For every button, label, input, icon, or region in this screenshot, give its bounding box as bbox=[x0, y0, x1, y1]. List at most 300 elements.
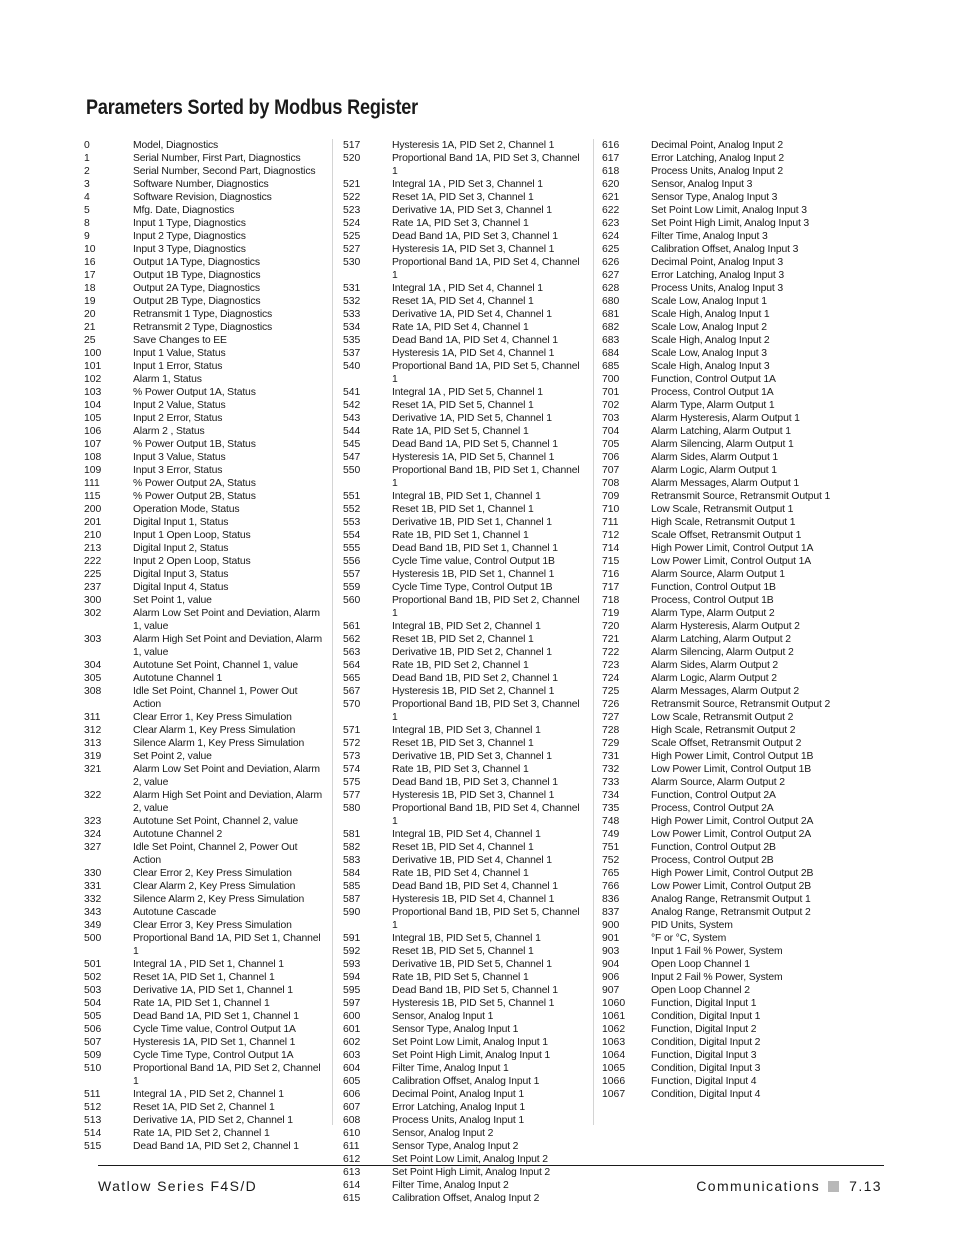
register-description: Dead Band 1B, PID Set 1, Channel 1 bbox=[392, 543, 558, 554]
register-number: 618 bbox=[602, 166, 620, 177]
register-row bbox=[343, 347, 583, 360]
register-row bbox=[602, 464, 842, 477]
register-description: Mfg. Date, Diagnostics bbox=[133, 205, 235, 216]
register-row bbox=[602, 360, 842, 373]
register-row bbox=[84, 542, 324, 555]
register-row bbox=[343, 1049, 583, 1062]
register-description: Proportional Band 1A, PID Set 2, Channel 1 bbox=[133, 1063, 321, 1087]
register-row bbox=[84, 256, 324, 269]
register-row bbox=[84, 1127, 324, 1140]
register-row bbox=[602, 139, 842, 152]
register-number: 111 bbox=[84, 478, 100, 489]
register-row bbox=[343, 1192, 583, 1205]
register-row bbox=[84, 607, 324, 633]
register-row bbox=[602, 802, 842, 815]
register-description: Silence Alarm 2, Key Press Simulation bbox=[133, 894, 305, 905]
register-description: Alarm 1, Status bbox=[133, 374, 202, 385]
register-number: 574 bbox=[343, 764, 361, 775]
register-number: 573 bbox=[343, 751, 361, 762]
register-number: 557 bbox=[343, 569, 361, 580]
register-description: Filter Time, Analog Input 3 bbox=[651, 231, 768, 242]
register-number: 711 bbox=[602, 517, 619, 528]
register-description: Error Latching, Analog Input 3 bbox=[651, 270, 784, 281]
register-number: 4 bbox=[84, 192, 90, 203]
register-description: Process Units, Analog Input 2 bbox=[651, 166, 783, 177]
register-row bbox=[343, 932, 583, 945]
register-number: 534 bbox=[343, 322, 361, 333]
register-number: 503 bbox=[84, 985, 102, 996]
register-description: Alarm Low Set Point and Deviation, Alarm 1, value bbox=[133, 608, 320, 632]
register-row bbox=[84, 906, 324, 919]
register-row bbox=[602, 958, 842, 971]
register-number: 0 bbox=[84, 140, 90, 151]
register-number: 765 bbox=[602, 868, 620, 879]
register-description: Rate 1A, PID Set 5, Channel 1 bbox=[392, 426, 529, 437]
register-description: Digital Input 1, Status bbox=[133, 517, 229, 528]
register-row bbox=[84, 529, 324, 542]
register-description: Reset 1A, PID Set 4, Channel 1 bbox=[392, 296, 534, 307]
register-row bbox=[343, 490, 583, 503]
register-number: 603 bbox=[343, 1050, 361, 1061]
footer-page-number: 7.13 bbox=[849, 1178, 882, 1194]
register-description: Derivative 1A, PID Set 2, Channel 1 bbox=[133, 1115, 293, 1126]
register-number: 900 bbox=[602, 920, 620, 931]
register-number: 553 bbox=[343, 517, 361, 528]
register-description: Sensor, Analog Input 3 bbox=[651, 179, 753, 190]
register-number: 715 bbox=[602, 556, 620, 567]
register-number: 594 bbox=[343, 972, 361, 983]
register-row bbox=[602, 425, 842, 438]
register-number: 617 bbox=[602, 153, 620, 164]
register-number: 312 bbox=[84, 725, 102, 736]
register-number: 524 bbox=[343, 218, 361, 229]
register-description: Input 1 Fail % Power, System bbox=[651, 946, 783, 957]
register-description: PID Units, System bbox=[651, 920, 733, 931]
register-row bbox=[343, 997, 583, 1010]
register-number: 901 bbox=[602, 933, 620, 944]
register-number: 1067 bbox=[602, 1089, 626, 1100]
register-description: Derivative 1B, PID Set 1, Channel 1 bbox=[392, 517, 552, 528]
register-row bbox=[84, 763, 324, 789]
register-row bbox=[602, 1062, 842, 1075]
register-number: 734 bbox=[602, 790, 620, 801]
register-description: High Scale, Retransmit Output 2 bbox=[651, 725, 796, 736]
register-description: Output 1A Type, Diagnostics bbox=[133, 257, 260, 268]
register-row bbox=[602, 945, 842, 958]
register-number: 104 bbox=[84, 400, 102, 411]
register-number: 718 bbox=[602, 595, 620, 606]
register-number: 100 bbox=[84, 348, 102, 359]
register-number: 512 bbox=[84, 1102, 102, 1113]
register-row bbox=[602, 828, 842, 841]
register-description: Proportional Band 1B, PID Set 1, Channel 1 bbox=[392, 465, 580, 489]
register-number: 583 bbox=[343, 855, 361, 866]
register-description: Reset 1A, PID Set 3, Channel 1 bbox=[392, 192, 534, 203]
register-row bbox=[343, 763, 583, 776]
register-number: 682 bbox=[602, 322, 620, 333]
register-number: 1064 bbox=[602, 1050, 626, 1061]
register-number: 710 bbox=[602, 504, 620, 515]
register-number: 616 bbox=[602, 140, 620, 151]
register-row bbox=[602, 477, 842, 490]
register-row bbox=[602, 997, 842, 1010]
register-row bbox=[84, 386, 324, 399]
register-row bbox=[602, 854, 842, 867]
register-description: Hysteresis 1A, PID Set 5, Channel 1 bbox=[392, 452, 555, 463]
register-description: Set Point High Limit, Analog Input 2 bbox=[392, 1167, 551, 1178]
register-row bbox=[602, 633, 842, 646]
register-row bbox=[84, 334, 324, 347]
register-row bbox=[602, 451, 842, 464]
register-row bbox=[343, 191, 583, 204]
register-description: Input 1 Error, Status bbox=[133, 361, 223, 372]
register-description: Function, Control Output 1B bbox=[651, 582, 776, 593]
register-row bbox=[84, 672, 324, 685]
register-row bbox=[343, 1179, 583, 1192]
register-number: 626 bbox=[602, 257, 620, 268]
register-number: 349 bbox=[84, 920, 102, 931]
register-number: 560 bbox=[343, 595, 361, 606]
square-icon bbox=[828, 1181, 839, 1192]
register-row bbox=[343, 139, 583, 152]
register-row bbox=[602, 867, 842, 880]
register-description: Rate 1B, PID Set 5, Channel 1 bbox=[392, 972, 529, 983]
register-number: 103 bbox=[84, 387, 102, 398]
register-description: Dead Band 1B, PID Set 2, Channel 1 bbox=[392, 673, 558, 684]
register-description: Reset 1B, PID Set 3, Channel 1 bbox=[392, 738, 534, 749]
register-row bbox=[84, 217, 324, 230]
register-row bbox=[602, 1036, 842, 1049]
register-description: Integral 1B, PID Set 1, Channel 1 bbox=[392, 491, 541, 502]
register-row bbox=[343, 503, 583, 516]
register-description: Dead Band 1B, PID Set 3, Channel 1 bbox=[392, 777, 558, 788]
register-row bbox=[602, 880, 842, 893]
register-row bbox=[602, 516, 842, 529]
register-description: Proportional Band 1A, PID Set 1, Channel 1 bbox=[133, 933, 321, 957]
register-number: 704 bbox=[602, 426, 620, 437]
register-number: 766 bbox=[602, 881, 620, 892]
register-row bbox=[602, 269, 842, 282]
register-description: High Power Limit, Control Output 1B bbox=[651, 751, 814, 762]
register-row bbox=[602, 386, 842, 399]
register-description: Derivative 1B, PID Set 4, Channel 1 bbox=[392, 855, 552, 866]
register-row bbox=[84, 438, 324, 451]
register-row bbox=[343, 204, 583, 217]
register-description: Operation Mode, Status bbox=[133, 504, 240, 515]
register-number: 531 bbox=[343, 283, 361, 294]
register-number: 102 bbox=[84, 374, 102, 385]
register-description: Alarm Type, Alarm Output 2 bbox=[651, 608, 775, 619]
register-row bbox=[602, 893, 842, 906]
register-description: Digital Input 2, Status bbox=[133, 543, 229, 554]
register-number: 324 bbox=[84, 829, 102, 840]
register-description: Derivative 1A, PID Set 5, Channel 1 bbox=[392, 413, 552, 424]
register-description: Scale Offset, Retransmit Output 2 bbox=[651, 738, 802, 749]
register-number: 708 bbox=[602, 478, 620, 489]
register-number: 567 bbox=[343, 686, 361, 697]
register-description: Reset 1B, PID Set 5, Channel 1 bbox=[392, 946, 534, 957]
register-number: 906 bbox=[602, 972, 620, 983]
register-number: 319 bbox=[84, 751, 102, 762]
register-description: Input 1 Type, Diagnostics bbox=[133, 218, 246, 229]
register-number: 1065 bbox=[602, 1063, 626, 1074]
register-description: Autotune Channel 2 bbox=[133, 829, 223, 840]
register-number: 554 bbox=[343, 530, 361, 541]
register-description: Clear Alarm 1, Key Press Simulation bbox=[133, 725, 296, 736]
register-row bbox=[602, 295, 842, 308]
register-number: 731 bbox=[602, 751, 620, 762]
register-description: Rate 1B, PID Set 1, Channel 1 bbox=[392, 530, 529, 541]
register-number: 543 bbox=[343, 413, 361, 424]
register-description: Dead Band 1A, PID Set 5, Channel 1 bbox=[392, 439, 558, 450]
register-row bbox=[343, 750, 583, 763]
register-number: 597 bbox=[343, 998, 361, 1009]
register-description: Alarm Hysteresis, Alarm Output 1 bbox=[651, 413, 800, 424]
register-description: Rate 1A, PID Set 2, Channel 1 bbox=[133, 1128, 270, 1139]
register-description: Low Power Limit, Control Output 2B bbox=[651, 881, 812, 892]
register-row bbox=[343, 1127, 583, 1140]
register-row bbox=[84, 503, 324, 516]
register-description: Reset 1A, PID Set 5, Channel 1 bbox=[392, 400, 534, 411]
register-number: 620 bbox=[602, 179, 620, 190]
register-number: 584 bbox=[343, 868, 361, 879]
register-number: 723 bbox=[602, 660, 620, 671]
register-number: 722 bbox=[602, 647, 620, 658]
register-description: Proportional Band 1A, PID Set 4, Channel 1 bbox=[392, 257, 580, 281]
register-number: 225 bbox=[84, 569, 102, 580]
register-description: Hysteresis 1B, PID Set 4, Channel 1 bbox=[392, 894, 555, 905]
register-number: 551 bbox=[343, 491, 361, 502]
register-description: Output 2B Type, Diagnostics bbox=[133, 296, 261, 307]
register-number: 903 bbox=[602, 946, 620, 957]
column-divider bbox=[332, 139, 333, 1125]
register-number: 517 bbox=[343, 140, 361, 151]
register-description: Decimal Point, Analog Input 3 bbox=[651, 257, 783, 268]
register-description: Digital Input 4, Status bbox=[133, 582, 229, 593]
register-row bbox=[84, 659, 324, 672]
register-number: 108 bbox=[84, 452, 102, 463]
register-description: Idle Set Point, Channel 2, Power Out Action bbox=[133, 842, 298, 866]
register-row bbox=[343, 659, 583, 672]
register-row bbox=[602, 815, 842, 828]
register-description: Reset 1A, PID Set 2, Channel 1 bbox=[133, 1102, 275, 1113]
register-number: 2 bbox=[84, 166, 90, 177]
register-number: 606 bbox=[343, 1089, 361, 1100]
register-number: 608 bbox=[343, 1115, 361, 1126]
register-number: 610 bbox=[343, 1128, 361, 1139]
register-description: Hysteresis 1A, PID Set 2, Channel 1 bbox=[392, 140, 555, 151]
register-number: 593 bbox=[343, 959, 361, 970]
register-number: 592 bbox=[343, 946, 361, 957]
register-number: 600 bbox=[343, 1011, 361, 1022]
register-description: Function, Digital Input 4 bbox=[651, 1076, 757, 1087]
register-row bbox=[343, 399, 583, 412]
register-description: Cycle Time value, Control Output 1B bbox=[392, 556, 555, 567]
register-row bbox=[602, 243, 842, 256]
register-number: 735 bbox=[602, 803, 620, 814]
register-number: 303 bbox=[84, 634, 102, 645]
register-number: 591 bbox=[343, 933, 361, 944]
register-row bbox=[602, 438, 842, 451]
register-row bbox=[343, 776, 583, 789]
register-description: Low Scale, Retransmit Output 2 bbox=[651, 712, 794, 723]
register-description: Cycle Time value, Control Output 1A bbox=[133, 1024, 296, 1035]
register-row bbox=[602, 178, 842, 191]
register-column-1 bbox=[84, 139, 324, 1152]
register-description: Alarm Source, Alarm Output 2 bbox=[651, 777, 785, 788]
register-number: 101 bbox=[84, 361, 102, 372]
register-row bbox=[84, 282, 324, 295]
register-number: 717 bbox=[602, 582, 620, 593]
register-row bbox=[84, 347, 324, 360]
register-number: 709 bbox=[602, 491, 620, 502]
register-row bbox=[343, 1140, 583, 1153]
register-description: Output 1B Type, Diagnostics bbox=[133, 270, 261, 281]
register-description: Proportional Band 1A, PID Set 3, Channel 1 bbox=[392, 153, 580, 177]
page-title: Parameters Sorted by Modbus Register bbox=[86, 96, 419, 119]
register-row bbox=[343, 425, 583, 438]
register-row bbox=[602, 282, 842, 295]
register-row bbox=[602, 659, 842, 672]
register-row bbox=[343, 984, 583, 997]
register-number: 732 bbox=[602, 764, 620, 775]
register-row bbox=[602, 776, 842, 789]
register-row bbox=[343, 1075, 583, 1088]
register-description: Process, Control Output 1B bbox=[651, 595, 774, 606]
register-row bbox=[84, 230, 324, 243]
register-row bbox=[343, 802, 583, 828]
register-row bbox=[343, 230, 583, 243]
register-description: Dead Band 1B, PID Set 4, Channel 1 bbox=[392, 881, 558, 892]
register-description: Input 2 Fail % Power, System bbox=[651, 972, 783, 983]
register-number: 533 bbox=[343, 309, 361, 320]
register-row bbox=[343, 1062, 583, 1075]
register-description: Dead Band 1A, PID Set 3, Channel 1 bbox=[392, 231, 558, 242]
register-row bbox=[84, 321, 324, 334]
register-number: 615 bbox=[343, 1193, 361, 1204]
register-number: 8 bbox=[84, 218, 90, 229]
register-description: Hysteresis 1A, PID Set 4, Channel 1 bbox=[392, 348, 555, 359]
register-description: Model, Diagnostics bbox=[133, 140, 219, 151]
register-row bbox=[84, 828, 324, 841]
register-row bbox=[343, 529, 583, 542]
register-row bbox=[84, 1023, 324, 1036]
register-number: 907 bbox=[602, 985, 620, 996]
register-row bbox=[602, 906, 842, 919]
register-description: Alarm Latching, Alarm Output 2 bbox=[651, 634, 791, 645]
register-description: Clear Alarm 2, Key Press Simulation bbox=[133, 881, 296, 892]
register-number: 752 bbox=[602, 855, 620, 866]
register-description: Alarm Latching, Alarm Output 1 bbox=[651, 426, 791, 437]
register-row bbox=[343, 841, 583, 854]
register-number: 727 bbox=[602, 712, 620, 723]
register-row bbox=[343, 1088, 583, 1101]
register-row bbox=[602, 230, 842, 243]
register-number: 628 bbox=[602, 283, 620, 294]
register-row bbox=[343, 516, 583, 529]
register-description: Derivative 1A, PID Set 1, Channel 1 bbox=[133, 985, 293, 996]
register-description: Set Point 2, value bbox=[133, 751, 212, 762]
register-description: Dead Band 1B, PID Set 5, Channel 1 bbox=[392, 985, 558, 996]
register-description: % Power Output 2A, Status bbox=[133, 478, 256, 489]
register-description: Rate 1B, PID Set 3, Channel 1 bbox=[392, 764, 529, 775]
register-row bbox=[84, 841, 324, 867]
register-number: 330 bbox=[84, 868, 102, 879]
register-description: High Power Limit, Control Output 2B bbox=[651, 868, 814, 879]
register-row bbox=[602, 932, 842, 945]
register-description: Analog Range, Retransmit Output 2 bbox=[651, 907, 811, 918]
register-row bbox=[84, 243, 324, 256]
register-number: 10 bbox=[84, 244, 96, 255]
register-description: Set Point High Limit, Analog Input 1 bbox=[392, 1050, 551, 1061]
register-description: Input 3 Type, Diagnostics bbox=[133, 244, 246, 255]
register-description: Open Loop Channel 1 bbox=[651, 959, 750, 970]
register-number: 627 bbox=[602, 270, 620, 281]
register-description: Alarm Logic, Alarm Output 1 bbox=[651, 465, 777, 476]
register-description: Process, Control Output 1A bbox=[651, 387, 774, 398]
register-column-3 bbox=[602, 139, 842, 1125]
register-number: 1066 bbox=[602, 1076, 626, 1087]
register-number: 556 bbox=[343, 556, 361, 567]
footer-section-name: Communications bbox=[696, 1178, 821, 1194]
register-description: Autotune Set Point, Channel 1, value bbox=[133, 660, 299, 671]
register-description: Proportional Band 1A, PID Set 5, Channel 1 bbox=[392, 361, 580, 385]
register-row bbox=[84, 919, 324, 932]
register-row bbox=[84, 1010, 324, 1023]
register-description: Process Units, Analog Input 1 bbox=[392, 1115, 524, 1126]
register-number: 525 bbox=[343, 231, 361, 242]
register-number: 570 bbox=[343, 699, 361, 710]
register-description: Decimal Point, Analog Input 2 bbox=[651, 140, 783, 151]
register-number: 729 bbox=[602, 738, 620, 749]
register-number: 506 bbox=[84, 1024, 102, 1035]
register-number: 836 bbox=[602, 894, 620, 905]
register-number: 25 bbox=[84, 335, 96, 346]
register-number: 16 bbox=[84, 257, 96, 268]
register-number: 305 bbox=[84, 673, 102, 684]
register-row bbox=[602, 1023, 842, 1036]
register-number: 611 bbox=[343, 1141, 360, 1152]
register-row bbox=[602, 711, 842, 724]
register-description: % Power Output 1B, Status bbox=[133, 439, 256, 450]
register-description: Derivative 1B, PID Set 5, Channel 1 bbox=[392, 959, 552, 970]
register-description: Alarm Sides, Alarm Output 2 bbox=[651, 660, 779, 671]
register-row bbox=[84, 152, 324, 165]
register-row bbox=[602, 1075, 842, 1088]
register-description: Sensor Type, Analog Input 1 bbox=[392, 1024, 519, 1035]
register-number: 684 bbox=[602, 348, 620, 359]
register-row bbox=[84, 893, 324, 906]
register-number: 308 bbox=[84, 686, 102, 697]
register-description: Open Loop Channel 2 bbox=[651, 985, 750, 996]
register-row bbox=[343, 178, 583, 191]
register-description: Condition, Digital Input 4 bbox=[651, 1089, 761, 1100]
register-row bbox=[84, 1036, 324, 1049]
register-number: 749 bbox=[602, 829, 620, 840]
register-description: Alarm Logic, Alarm Output 2 bbox=[651, 673, 777, 684]
register-number: 716 bbox=[602, 569, 620, 580]
register-row bbox=[84, 711, 324, 724]
register-description: Scale Low, Analog Input 3 bbox=[651, 348, 767, 359]
register-description: Input 2 Type, Diagnostics bbox=[133, 231, 246, 242]
register-row bbox=[343, 308, 583, 321]
register-number: 904 bbox=[602, 959, 620, 970]
register-number: 555 bbox=[343, 543, 361, 554]
register-description: Alarm 2 , Status bbox=[133, 426, 205, 437]
register-number: 703 bbox=[602, 413, 620, 424]
register-number: 545 bbox=[343, 439, 361, 450]
register-number: 1 bbox=[84, 153, 90, 164]
